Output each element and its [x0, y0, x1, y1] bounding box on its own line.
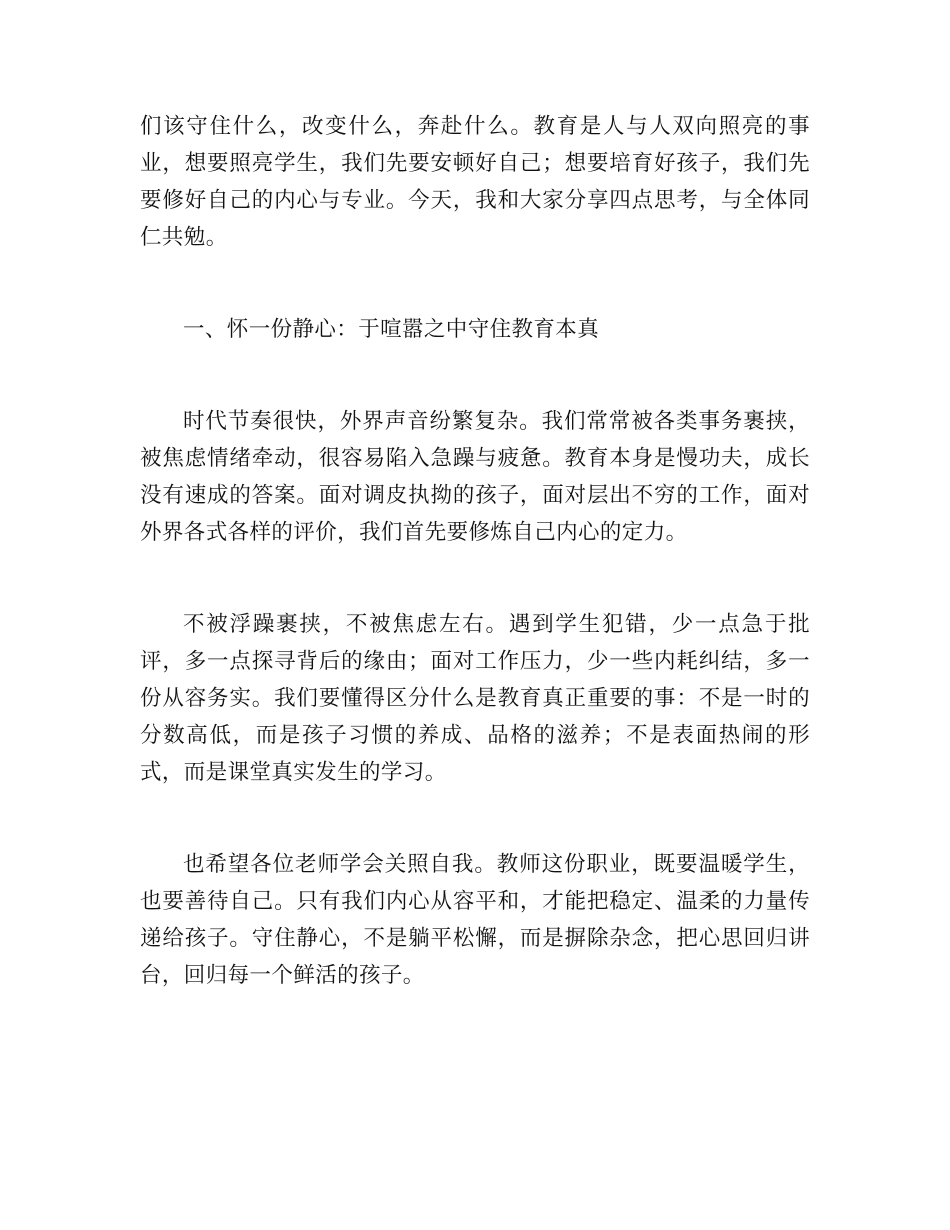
document-body — [140, 108, 810, 1049]
section-heading: 一、怀一份静心：于喧嚣之中守住教育本真 — [183, 317, 600, 342]
body-paragraph-1: 时代节奏很快，外界声音纷繁复杂。我们常常被各类事务裹挟，被焦虑情绪牵动，很容易陷入急躁与疲惫。教育本身是慢功夫，成长没有速成的答案。面对调皮执拗的孩子，面对层出不穷的工作，面对外界各式各样的评价，我们首先要修炼自己内心的定力。 — [140, 409, 810, 545]
body-paragraph-3: 也希望各位老师学会关照自我。教师这份职业，既要温暖学生，也要善待自己。只有我们内心从容平和，才能把稳定、温柔的力量传递给孩子。守住静心，不是躺平松懈，而是摒除杂念，把心思回归讲台，回归每一个鲜活的孩子。 — [140, 852, 810, 988]
intro-paragraph: 们该守住什么，改变什么，奔赴什么。教育是人与人双向照亮的事业，想要照亮学生，我们先要安顿好自己；想要培育好孩子，我们先要修好自己的内心与专业。今天，我和大家分享四点思考，与全体同仁共勉。 — [140, 114, 810, 250]
body-paragraph-2: 不被浮躁裹挟，不被焦虑左右。遇到学生犯错，少一点急于批评，多一点探寻背后的缘由；面对工作压力，少一些内耗纠结，多一份从容务实。我们要懂得区分什么是教育真正重要的事：不是一时的分数高低，而是孩子习惯的养成、品格的滋养；不是表面热闹的形式，而是课堂真实发生的学习。 — [140, 612, 810, 785]
